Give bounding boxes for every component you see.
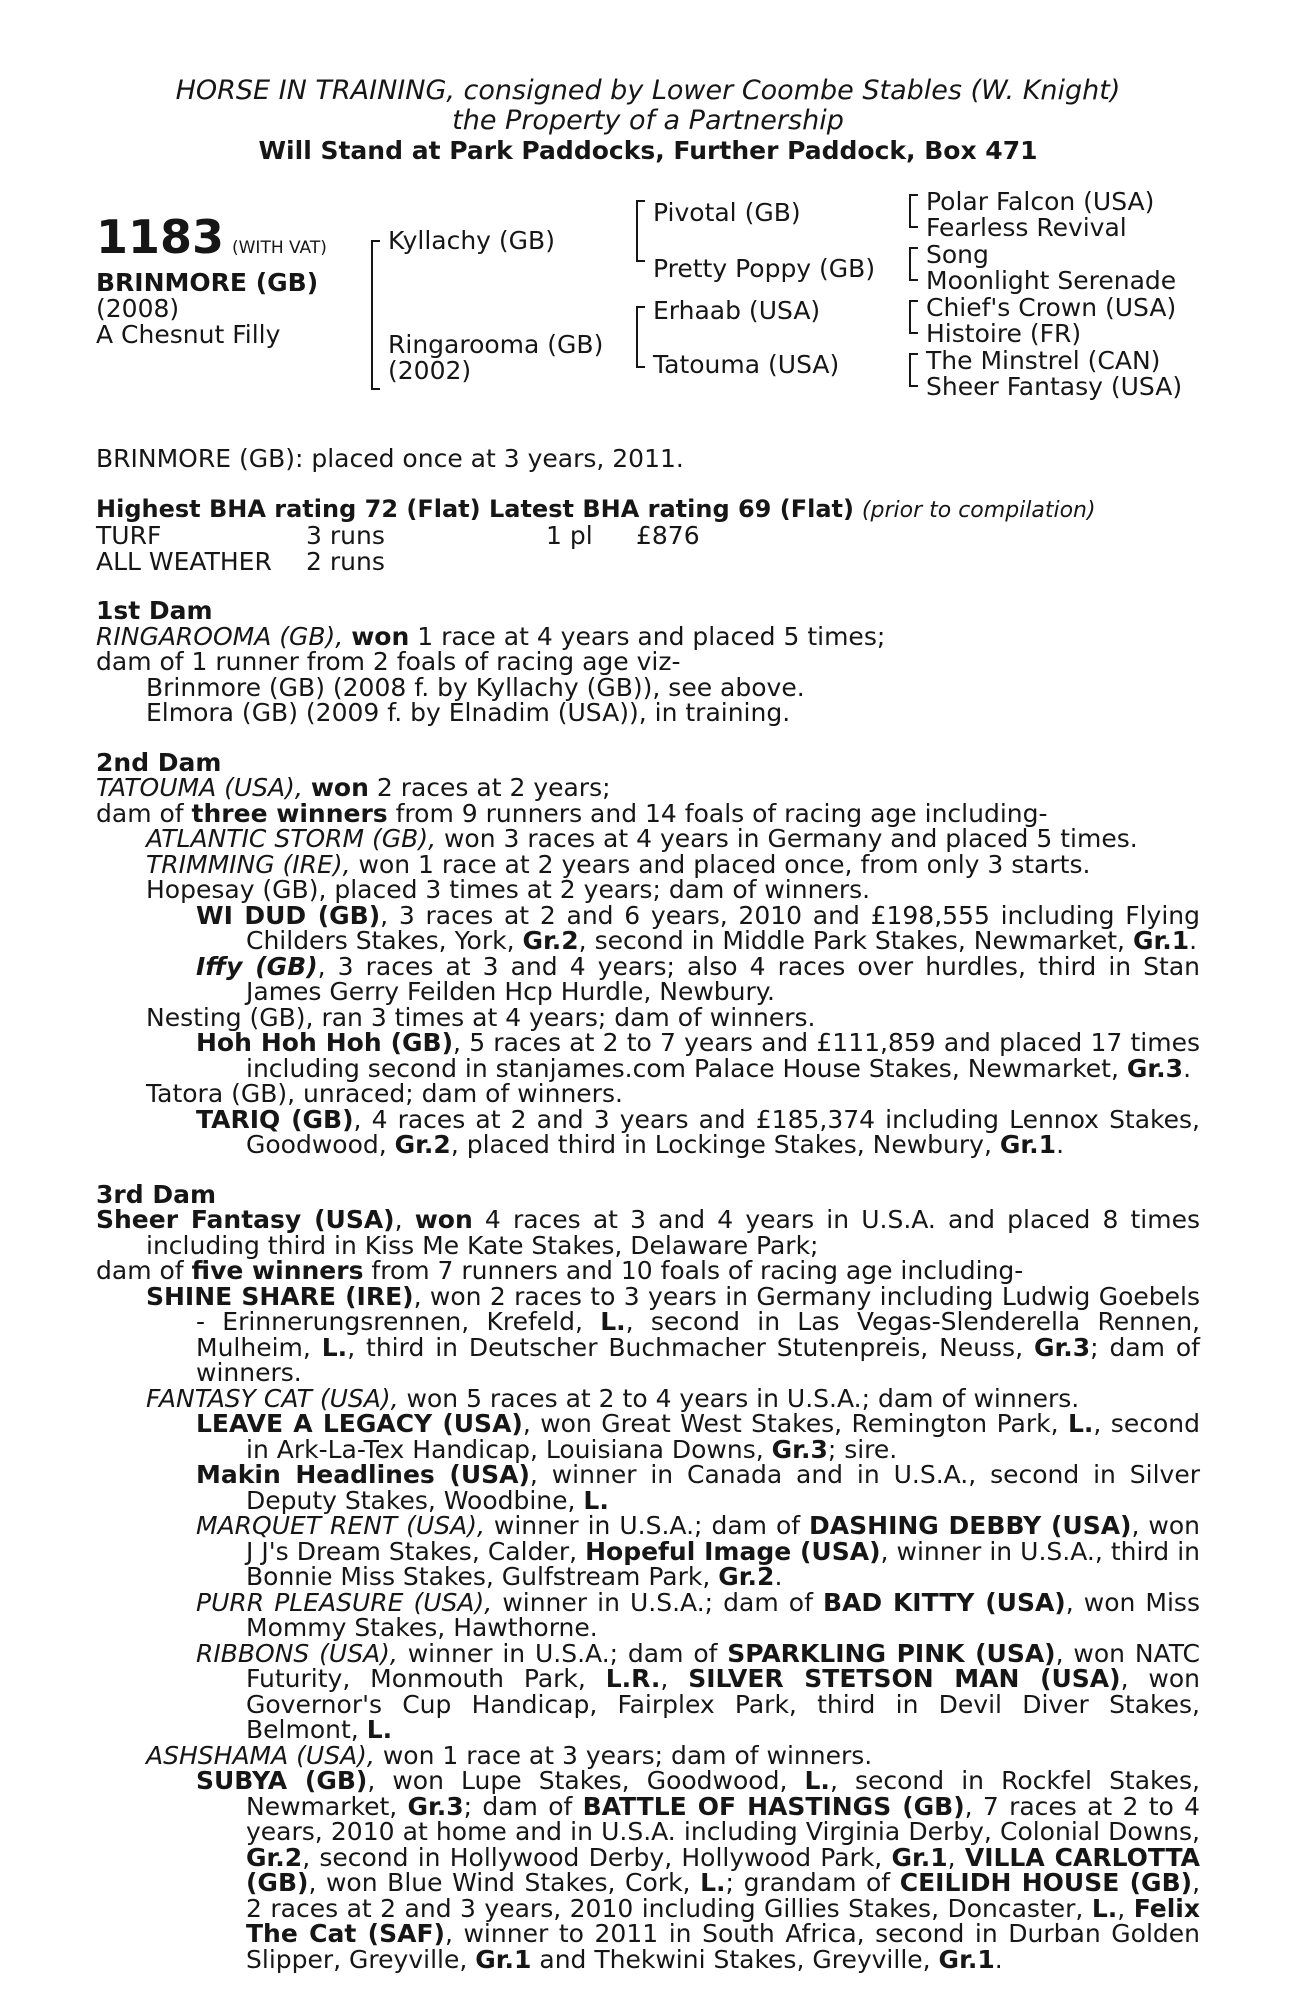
pedigree-block (96, 186, 1200, 446)
third-dam-line: Sheer Fantasy (USA), won 4 races at 3 and 4 years in U.S.A. and placed 8 times including third in Kiss Me Kate Stakes, Delaware Park; (96, 1205, 1200, 1260)
produce-item: Elmora (GB) (2009 f. by Elnadim (USA)), in training. (146, 698, 791, 727)
produce-item: Brinmore (GB) (2008 f. by Kyllachy (GB)), see above. (146, 672, 805, 702)
ped-dds: The Minstrel (CAN) (926, 346, 1161, 375)
bracket-ss (909, 194, 918, 228)
turf-earnings: £876 (636, 521, 700, 550)
aw-record (96, 546, 1200, 576)
second-dam-section (96, 747, 1201, 1159)
lot-number: 1183 (96, 210, 225, 264)
ped-dsd: Histoire (FR) (926, 319, 1082, 348)
dam-dam: Tatouma (USA) (653, 350, 840, 379)
aw-label: ALL WEATHER (96, 546, 272, 576)
aw-runs: 2 runs (306, 546, 385, 576)
first-dam-produce: dam of 1 runner from 2 foals of racing age viz- (96, 647, 681, 676)
third-dam-heading: 3rd Dam (96, 1179, 216, 1209)
produce-item: Nesting (GB), ran 3 times at 4 years; dam of winners. (146, 1002, 816, 1032)
race-summary: BRINMORE (GB): placed once at 3 years, 2011. (96, 444, 684, 473)
turf-placed: 1 pl (546, 521, 593, 550)
lot-header (96, 76, 1200, 166)
second-dam-produce: dam of three winners from 9 runners and 14 foals of racing age including- (96, 798, 1048, 828)
first-dam-line: RINGAROOMA (GB), won 1 race at 4 years and placed 5 times; (96, 621, 886, 651)
first-dam-section (96, 598, 1200, 726)
produce-item: SUBYA (GB), won Lupe Stakes, Goodwood, L., second in Rockfel Stakes, Newmarket, Gr.3; dam of BATTLE OF HASTINGS (GB), 7 races at 2 to 4 years, 2010 at home and in U.S.A. including Virginia Derby, Colonial Downs, Gr.2, second in Hollywood Derby, Hollywood Park, Gr.1, VILLA CARLOTTA (GB), won Blue Wind Stakes, Cork, L.; grandam of CEILIDH HOUSE (GB), 2 races at 2 and 3 years, 2010 including Gillies Stakes, Doncaster, L., Felix The Cat (SAF), winner to 2011 in South Africa, second in Durban Golden Slipper, Greyville, Gr.1 and Thekwini Stakes, Greyville, Gr.1. (196, 1766, 1201, 1974)
turf-record (96, 523, 1200, 549)
dam-year: (2002) (388, 356, 472, 385)
produce-item: Iffy (GB), 3 races at 3 and 4 years; also 4 races over hurdles, third in Stan James Gerry Feilden Hcp Hurdle, Newbury. (196, 951, 1201, 1006)
ratings-note: (prior to compilation) (861, 497, 1096, 523)
produce-item: PURR PLEASURE (USA), winner in U.S.A.; dam of BAD KITTY (USA), won Miss Mommy Stakes, Hawthorne. (196, 1587, 1200, 1642)
ratings-line (96, 496, 1200, 524)
horse-year: (2008) (96, 294, 180, 323)
third-dam-section (96, 1179, 1201, 1974)
sire-dam: Pretty Poppy (GB) (653, 254, 876, 283)
turf-runs: 3 runs (306, 521, 385, 550)
bracket-dd (909, 353, 918, 387)
bracket-gen1 (371, 240, 380, 390)
produce-item: Makin Headlines (USA), winner in Canada and in U.S.A., second in Silver Deputy Stakes, Woodbine, L. (196, 1460, 1200, 1515)
property-line: the Property of a Partnership (452, 105, 844, 136)
ped-sss: Polar Falcon (USA) (926, 187, 1155, 216)
horse-description: A Chesnut Filly (96, 320, 281, 349)
turf-label: TURF (96, 521, 162, 550)
vat-note: (WITH VAT) (231, 238, 327, 258)
ped-ssd: Fearless Revival (926, 213, 1127, 242)
consignor-line: HORSE IN TRAINING, consigned by Lower Coombe Stables (W. Knight) (175, 75, 1121, 106)
bracket-sd (909, 247, 918, 281)
first-dam-heading: 1st Dam (96, 596, 213, 625)
produce-item: FANTASY CAT (USA), won 5 races at 2 to 4 years in U.S.A.; dam of winners. (146, 1383, 1080, 1413)
bracket-ds (909, 300, 918, 334)
bracket-sire (636, 200, 645, 262)
produce-item: Hopesay (GB), placed 3 times at 2 years; dam of winners. (146, 875, 871, 904)
produce-item: ATLANTIC STORM (GB), won 3 races at 4 years in Germany and placed 5 times. (146, 824, 1138, 853)
dam: Ringarooma (GB) (388, 330, 604, 359)
dam-sire: Erhaab (USA) (653, 296, 821, 325)
produce-item: MARQUET RENT (USA), winner in U.S.A.; dam of DASHING DEBBY (USA), won J J's Dream Stakes, Calder, Hopeful Image (USA), winner in U.S.A., third in Bonnie Miss Stakes, Gulfstream Park, Gr.2. (196, 1511, 1200, 1591)
bracket-dam (636, 306, 645, 368)
produce-item: Tatora (GB), unraced; dam of winners. (146, 1079, 623, 1108)
produce-item: LEAVE A LEGACY (USA), won Great West Stakes, Remington Park, L., second in Ark-La-Tex Handicap, Louisiana Downs, Gr.3; sire. (196, 1409, 1200, 1464)
second-dam-heading: 2nd Dam (96, 747, 222, 777)
produce-item: Hoh Hoh Hoh (GB), 5 races at 2 to 7 years and £111,859 and placed 17 times including second in stanjames.com Palace House Stakes, Newmarket, Gr.3. (196, 1028, 1201, 1083)
sire-sire: Pivotal (GB) (653, 198, 801, 227)
horse-name: BRINMORE (GB) (96, 268, 319, 297)
produce-item: TARIQ (GB), 4 races at 2 and 3 years and £185,374 including Lennox Stakes, Goodwood, Gr.2, placed third in Lockinge Stakes, Newbury, Gr.1. (196, 1104, 1200, 1159)
ped-dss: Chief's Crown (USA) (926, 293, 1177, 322)
stand-line: Will Stand at Park Paddocks, Further Paddock, Box 471 (258, 136, 1038, 165)
produce-item: ASHSHAMA (USA), won 1 race at 3 years; dam of winners. (146, 1740, 873, 1770)
ped-sdd: Moonlight Serenade (926, 266, 1177, 295)
ped-sds: Song (926, 240, 989, 269)
produce-item: TRIMMING (IRE), won 1 race at 2 years and placed once, from only 3 starts. (146, 849, 1091, 879)
ratings-section (96, 496, 1200, 575)
sire: Kyllachy (GB) (388, 226, 555, 255)
produce-item: SHINE SHARE (IRE), won 2 races to 3 years in Germany including Ludwig Goebels - Erinnerungsrennen, Krefeld, L., second in Las Vegas-Slenderella Rennen, Mulheim, L., third in Deutscher Buchmacher Stutenpreis, Neuss, Gr.3; dam of winners. (146, 1281, 1200, 1387)
ratings-text: Highest BHA rating 72 (Flat) Latest BHA rating 69 (Flat) (96, 494, 854, 523)
catalogue-page (96, 76, 1200, 1972)
second-dam-line: TATOUMA (USA), won 2 races at 2 years; (96, 773, 611, 802)
lot-number-line (96, 210, 327, 264)
produce-item: WI DUD (GB), 3 races at 2 and 6 years, 2010 and £198,555 including Flying Childers Stakes, York, Gr.2, second in Middle Park Stakes, Newmarket, Gr.1. (196, 900, 1200, 955)
third-dam-produce: dam of five winners from 7 runners and 10 foals of racing age including- (96, 1256, 1024, 1285)
ped-ddd: Sheer Fantasy (USA) (926, 372, 1183, 401)
produce-item: RIBBONS (USA), winner in U.S.A.; dam of SPARKLING PINK (USA), won NATC Futurity, Monmouth Park, L.R., SILVER STETSON MAN (USA), won Governor's Cup Handicap, Fairplex Park, third in Devil Diver Stakes, Belmont, L. (196, 1638, 1200, 1744)
